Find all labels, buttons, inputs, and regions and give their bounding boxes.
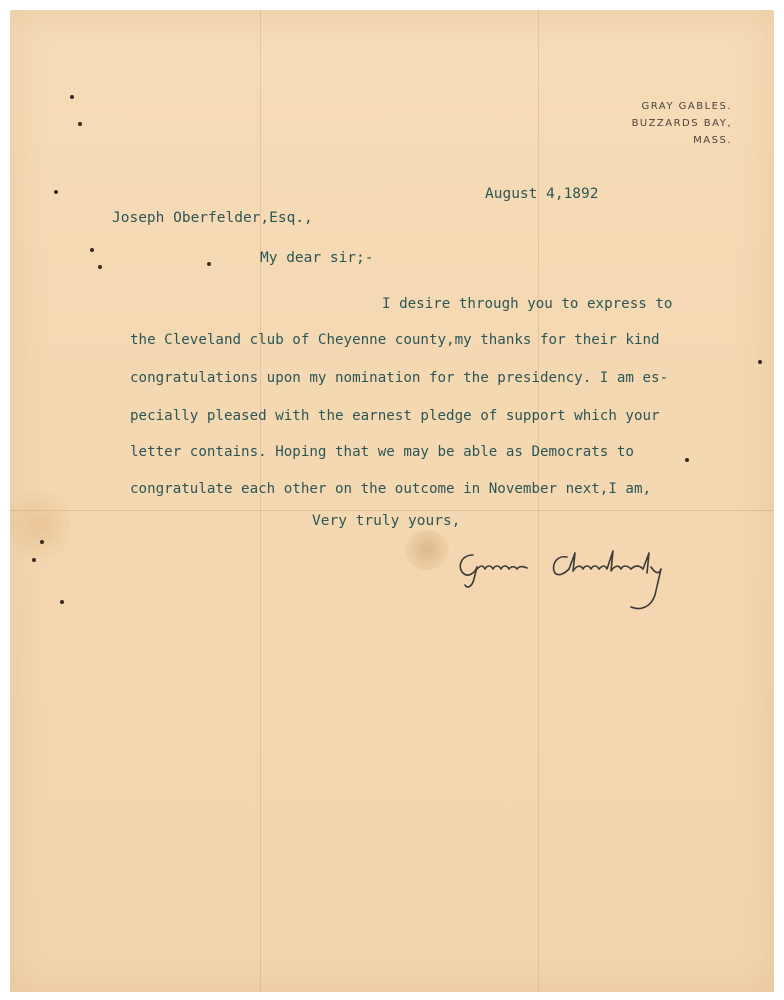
closing: Very truly yours, bbox=[312, 513, 461, 529]
vertical-fold-line-left bbox=[260, 10, 261, 992]
ink-speck bbox=[98, 265, 102, 269]
body-line: letter contains. Hoping that we may be able as Democrats to bbox=[130, 444, 634, 460]
body-line: the Cleveland club of Cheyenne county,my thanks for their kind bbox=[130, 332, 660, 348]
ink-speck bbox=[207, 262, 211, 266]
ink-speck bbox=[32, 558, 36, 562]
body-line: pecially pleased with the earnest pledge of support which your bbox=[130, 408, 660, 424]
ink-speck bbox=[758, 360, 762, 364]
ink-speck bbox=[78, 122, 82, 126]
vertical-fold-line-right bbox=[538, 10, 539, 992]
body-line: congratulate each other on the outcome in November next,I am, bbox=[130, 481, 652, 497]
recipient-name: Joseph Oberfelder,Esq., bbox=[112, 210, 313, 226]
ink-speck bbox=[40, 540, 44, 544]
body-line: congratulations upon my nomination for the presidency. I am es- bbox=[130, 370, 669, 386]
edge-stain bbox=[10, 480, 70, 570]
letterhead-town: BUZZARDS BAY, bbox=[631, 118, 732, 129]
ink-speck bbox=[70, 95, 74, 99]
letterhead-estate: GRAY GABLES. bbox=[641, 101, 732, 112]
ink-speck bbox=[54, 190, 58, 194]
horizontal-fold-line bbox=[10, 510, 774, 511]
letterhead-state: MASS. bbox=[693, 135, 732, 146]
salutation: My dear sir;- bbox=[260, 250, 374, 266]
coffee-stain bbox=[405, 530, 449, 570]
ink-speck bbox=[90, 248, 94, 252]
ink-speck bbox=[60, 600, 64, 604]
body-line: I desire through you to express to bbox=[382, 296, 673, 312]
letter-paper bbox=[10, 10, 774, 992]
letter-date: August 4,1892 bbox=[485, 186, 599, 202]
handwritten-signature bbox=[455, 545, 695, 620]
letterhead bbox=[632, 98, 732, 149]
